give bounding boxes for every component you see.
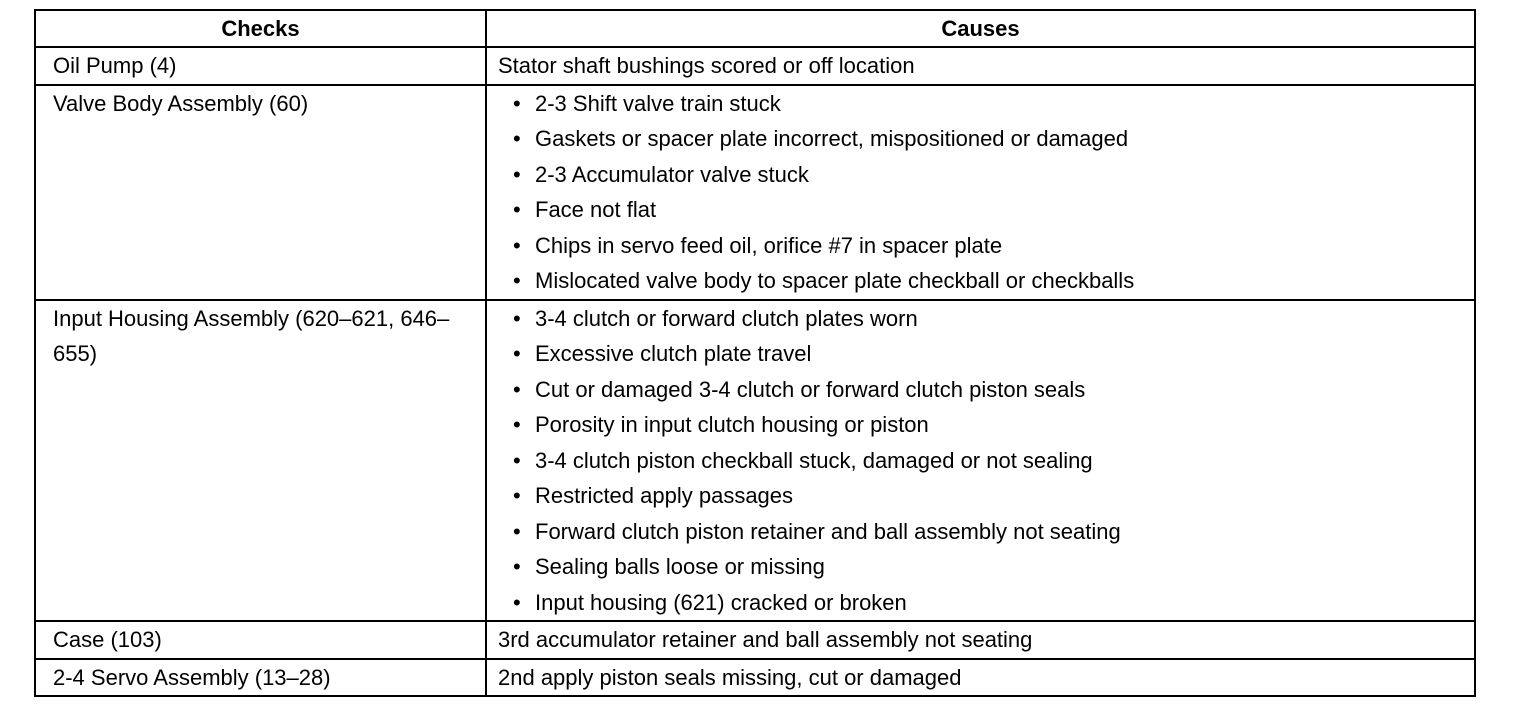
cause-text: 3-4 clutch or forward clutch plates worn xyxy=(535,305,918,331)
cause-text: 3rd accumulator retainer and ball assembly not seating xyxy=(498,627,1033,652)
bullet-icon: • xyxy=(513,412,521,437)
table-row xyxy=(35,300,1475,622)
cause-text: Forward clutch piston retainer and ball assembly not seating xyxy=(535,518,1121,544)
check-label: Oil Pump (4) xyxy=(53,53,177,78)
cause-text: 2nd apply piston seals missing, cut or damaged xyxy=(498,664,962,690)
cause-item xyxy=(498,301,1468,337)
cause-cell xyxy=(486,659,1475,697)
cause-item xyxy=(498,407,1468,443)
check-cell xyxy=(35,300,486,622)
check-label: Input Housing Assembly (620–621, 646–655) xyxy=(53,305,450,366)
bullet-icon: • xyxy=(513,126,521,151)
cause-item xyxy=(498,121,1468,157)
cause-item xyxy=(498,514,1468,550)
check-label: Valve Body Assembly (60) xyxy=(53,90,309,116)
cause-text: Porosity in input clutch housing or piston xyxy=(535,412,929,437)
diagnosis-table xyxy=(34,9,1476,697)
cause-text: Gaskets or spacer plate incorrect, mispositioned or damaged xyxy=(535,126,1129,151)
check-label: Case (103) xyxy=(53,627,162,652)
table-row xyxy=(35,659,1475,697)
cause-item xyxy=(498,549,1468,585)
cause-item xyxy=(498,478,1468,514)
cause-list xyxy=(498,86,1468,299)
cause-text: Stator shaft bushings scored or off location xyxy=(498,53,915,78)
cause-text: Face not flat xyxy=(535,197,657,222)
cause-cell xyxy=(486,300,1475,622)
table-row xyxy=(35,621,1475,659)
check-cell xyxy=(35,621,486,659)
table-row xyxy=(35,85,1475,300)
cause-text: Sealing balls loose or missing xyxy=(535,554,825,579)
bullet-icon: • xyxy=(513,554,521,579)
cause-item xyxy=(498,336,1468,372)
bullet-icon: • xyxy=(513,305,521,331)
cause-cell xyxy=(486,85,1475,300)
cause-text: Excessive clutch plate travel xyxy=(535,341,812,366)
cause-cell xyxy=(486,47,1475,85)
cause-text: Chips in servo feed oil, orifice #7 in spacer plate xyxy=(535,232,1003,258)
cause-list xyxy=(498,301,1468,621)
check-cell xyxy=(35,659,486,697)
cause-text: Mislocated valve body to spacer plate checkball or checkballs xyxy=(535,268,1135,293)
cause-item xyxy=(498,443,1468,479)
header-row xyxy=(35,10,1475,47)
bullet-icon: • xyxy=(513,518,521,544)
table-row xyxy=(35,47,1475,85)
checks-column-header: Checks xyxy=(35,10,486,47)
cause-text: 2-3 Accumulator valve stuck xyxy=(535,161,809,187)
bullet-icon: • xyxy=(513,232,521,258)
bullet-icon: • xyxy=(513,197,521,222)
cause-text: 3-4 clutch piston checkball stuck, damaged or not sealing xyxy=(535,447,1093,473)
cause-text: 2-3 Shift valve train stuck xyxy=(535,90,781,116)
bullet-icon: • xyxy=(513,589,521,615)
cause-cell xyxy=(486,621,1475,659)
cause-item xyxy=(498,86,1468,122)
check-cell xyxy=(35,85,486,300)
bullet-icon: • xyxy=(513,341,521,366)
cause-item xyxy=(498,263,1468,299)
bullet-icon: • xyxy=(513,90,521,116)
cause-item xyxy=(498,192,1468,228)
cause-text: Restricted apply passages xyxy=(535,483,794,508)
bullet-icon: • xyxy=(513,376,521,402)
cause-text: Cut or damaged 3-4 clutch or forward clutch piston seals xyxy=(535,376,1086,402)
causes-column-header: Causes xyxy=(486,10,1475,47)
cause-item xyxy=(498,228,1468,264)
check-cell xyxy=(35,47,486,85)
bullet-icon: • xyxy=(513,161,521,187)
bullet-icon: • xyxy=(513,268,521,293)
cause-item xyxy=(498,372,1468,408)
bullet-icon: • xyxy=(513,483,521,508)
cause-item xyxy=(498,157,1468,193)
bullet-icon: • xyxy=(513,447,521,473)
cause-item xyxy=(498,585,1468,621)
cause-text: Input housing (621) cracked or broken xyxy=(535,589,907,615)
check-label: 2-4 Servo Assembly (13–28) xyxy=(53,664,331,690)
